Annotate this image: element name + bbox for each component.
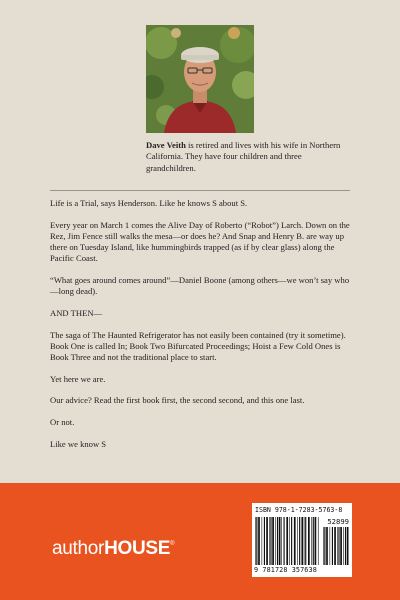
barcode-stripe <box>324 527 325 565</box>
isbn-barcode <box>252 503 352 577</box>
blurb-paragraph: The saga of The Haunted Refrigerator has not easily been contained (try it sometime). Book One is called In; Book Two Bifurcated Proceedings; Hoist a Few Cold Ones is Book Three and not the traditional place to start. <box>50 329 346 363</box>
blurb-paragraph: Like we know S <box>50 438 107 449</box>
barcode-stripe <box>304 517 305 565</box>
barcode-stripe <box>255 517 256 565</box>
publisher-logo <box>52 538 174 560</box>
barcode-stripe <box>270 517 271 565</box>
barcode-stripe <box>308 517 310 565</box>
blurb-paragraph: Every year on March 1 comes the Alive Day of Roberto (“Robot”) Larch. Down on the Rez, Jim Fence still walks the mesa—or does he? And Snap and Henry B. are way up there on Tuesday Island, like hummingbirds trapped (as if by clear glass) along the Pacific Coast. <box>50 219 350 264</box>
price-code: 52899 <box>327 517 349 526</box>
barcode-stripe <box>286 517 288 565</box>
barcode-stripe <box>332 527 333 565</box>
barcode-stripe <box>284 517 285 565</box>
logo-house: HOUSE <box>104 538 171 559</box>
barcode-stripe <box>340 527 342 565</box>
author-name: Dave Veith <box>146 140 186 150</box>
blurb-paragraph: AND THEN— <box>50 307 103 318</box>
logo-registered-mark: ® <box>170 541 175 547</box>
barcode-bars <box>255 517 319 565</box>
barcode-stripe <box>297 517 298 565</box>
barcode-stripe <box>279 517 281 565</box>
barcode-stripe <box>345 527 346 565</box>
barcode-stripe <box>264 517 265 565</box>
barcode-stripe <box>294 517 296 565</box>
blurb-paragraph: Life is a Trial, says Henderson. Like he knows S about S. <box>50 198 248 208</box>
barcode-stripe <box>318 517 319 565</box>
barcode-stripe <box>313 517 314 565</box>
blurb-paragraph: Yet here we are. <box>50 373 106 384</box>
barcode-stripe <box>272 517 274 565</box>
divider <box>50 190 350 191</box>
barcode-stripe <box>301 517 303 565</box>
logo-author: author <box>52 538 105 559</box>
addon-barcode-bars <box>323 527 349 565</box>
barcode-stripe <box>338 527 339 565</box>
barcode-stripe <box>311 517 312 565</box>
barcode-digits: 9 781728 357638 <box>254 566 317 574</box>
barcode-stripe <box>326 527 328 565</box>
barcode-stripe <box>256 517 257 565</box>
blurb-paragraph: “What goes around comes around”—Daniel Boone (among others—we won’t say who—long dead). <box>50 275 350 297</box>
blurb-paragraph: Our advice? Read the first book first, the second second, and this one last. <box>50 395 305 406</box>
barcode-stripe <box>277 517 278 565</box>
barcode-stripe <box>291 517 292 565</box>
barcode-stripe <box>337 527 338 565</box>
barcode-stripe <box>315 517 317 565</box>
barcode-stripe <box>299 517 300 565</box>
barcode-stripe <box>266 517 268 565</box>
barcode-stripe <box>334 527 336 565</box>
barcode-stripe <box>269 517 270 565</box>
barcode-stripe <box>330 527 331 565</box>
barcode-stripe <box>305 517 306 565</box>
author-bio <box>146 140 342 174</box>
barcode-stripe <box>347 527 349 565</box>
barcode-stripe <box>258 517 260 565</box>
author-bio-text: is retired and lives with his wife in Northern California. They have four children and three grandchildren. <box>146 140 341 173</box>
barcode-stripe <box>323 527 324 565</box>
barcode-stripe <box>281 517 282 565</box>
back-cover-blurb <box>50 198 350 461</box>
barcode-stripe <box>275 517 276 565</box>
barcode-stripe <box>343 527 344 565</box>
isbn-label: ISBN 978-1-7283-5763-8 <box>255 506 343 514</box>
blurb-paragraph: Or not. <box>50 417 75 428</box>
barcode-stripe <box>289 517 290 565</box>
barcode-stripe <box>262 517 263 565</box>
author-photo <box>146 25 254 133</box>
